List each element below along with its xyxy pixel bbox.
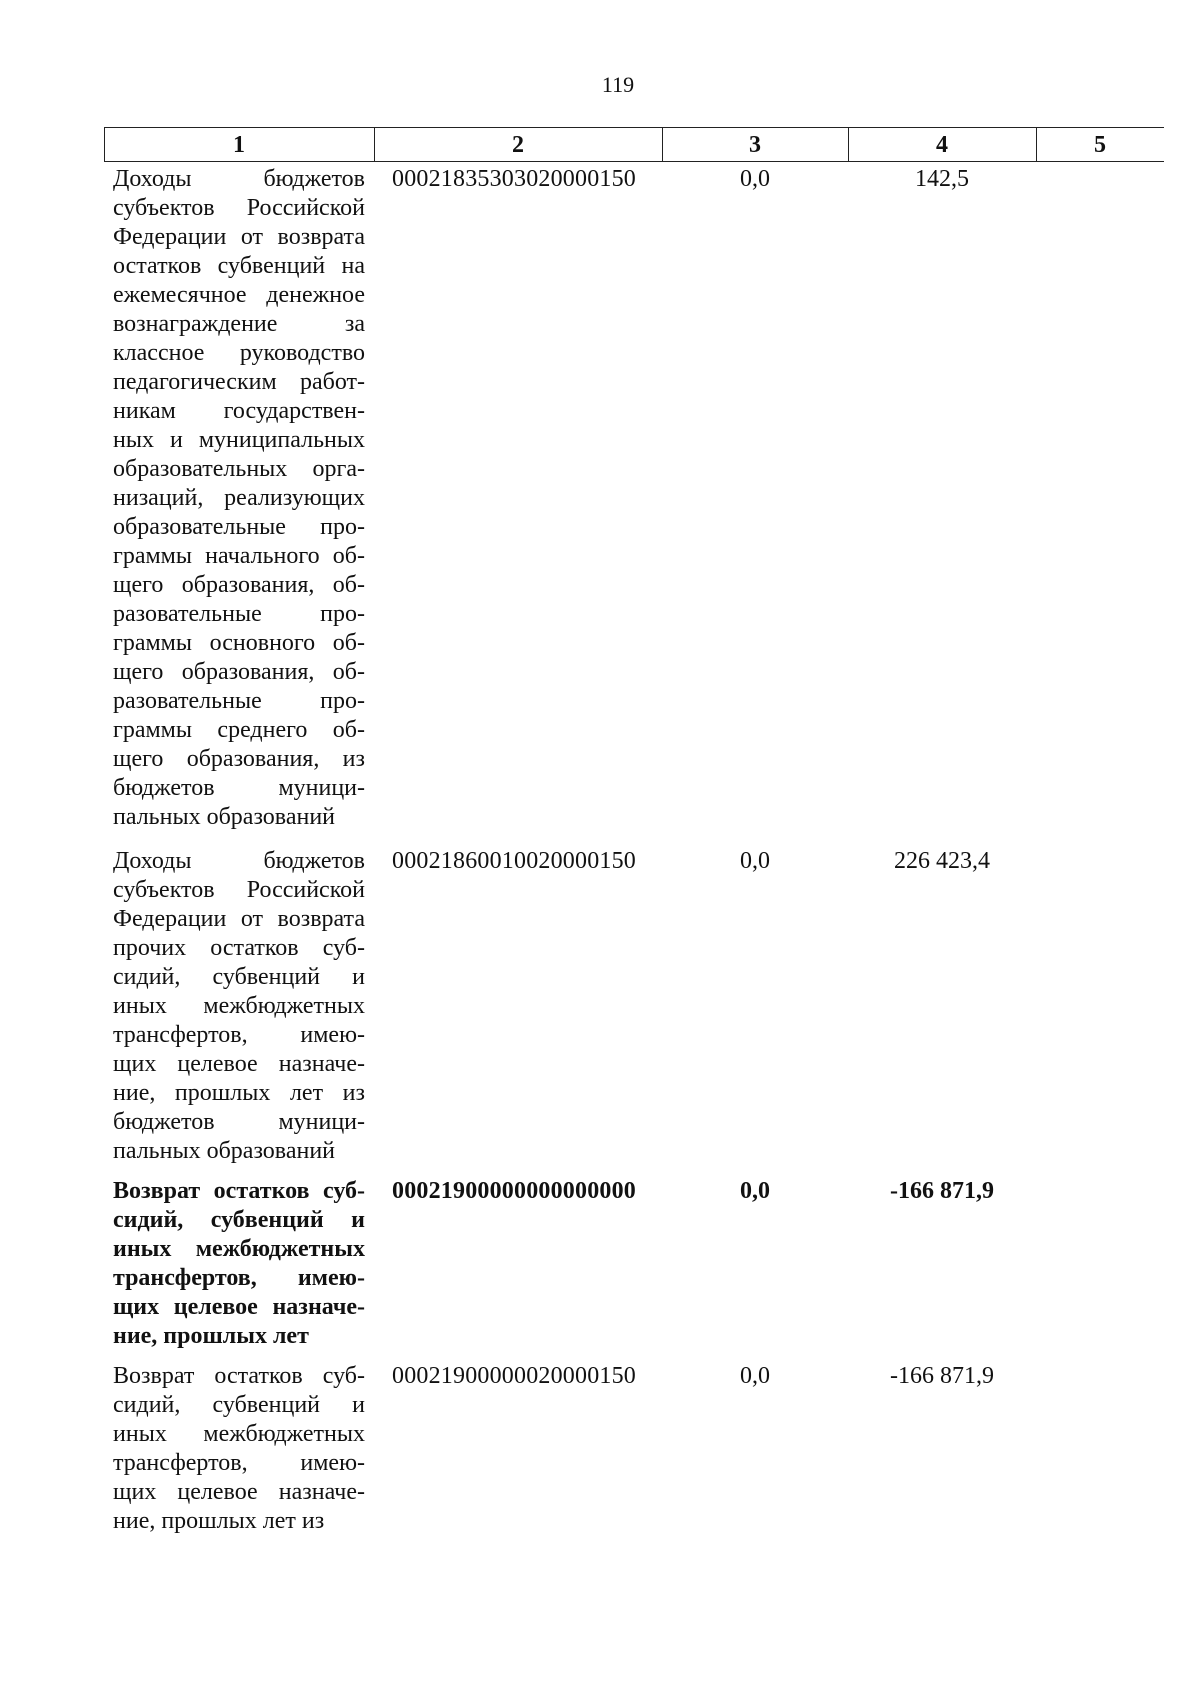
description-line: иных межбюджетных (113, 1421, 365, 1447)
description-line: бюджетов муници- (113, 1109, 365, 1135)
description-line: ние, прошлых лет из (113, 1508, 325, 1534)
description-line: щих целевое назначе- (113, 1051, 365, 1077)
description-line: ежемесячное денежное (113, 282, 365, 308)
description-line: щих целевое назначе- (113, 1294, 365, 1320)
description-line: трансфертов, имею- (113, 1022, 365, 1048)
value-column-3: 0,0 (740, 1363, 770, 1389)
budget-code: 00021860010020000150 (392, 848, 636, 874)
row-description (113, 165, 365, 832)
description-line: щего образования, об- (113, 659, 365, 685)
description-line: бюджетов муници- (113, 775, 365, 801)
description-line: граммы начального об- (113, 543, 365, 569)
description-line: низаций, реализующих (113, 485, 365, 511)
description-line: педагогическим работ- (113, 369, 365, 395)
budget-code: 00021900000000000000 (392, 1178, 636, 1204)
table-header-cell-3: 3 (749, 132, 761, 158)
description-line: субъектов Российской (113, 195, 365, 221)
value-column-4: 142,5 (915, 166, 969, 192)
description-line: Федерации от возврата (113, 906, 365, 932)
description-line: образовательные про- (113, 514, 365, 540)
table-header-cell-1: 1 (233, 132, 245, 158)
table-header-cell-2: 2 (512, 132, 524, 158)
description-line: классное руководство (113, 340, 365, 366)
description-line: остатков субвенций на (113, 253, 365, 279)
description-line: иных межбюджетных (113, 1236, 365, 1262)
description-line: вознаграждение за (113, 311, 365, 337)
description-line: Федерации от возврата (113, 224, 365, 250)
description-line: Возврат остатков суб- (113, 1363, 365, 1389)
value-column-4: -166 871,9 (890, 1363, 994, 1389)
description-line: ние, прошлых лет из (113, 1080, 365, 1106)
value-column-3: 0,0 (740, 848, 770, 874)
description-line: щего образования, об- (113, 572, 365, 598)
description-line: никам государствен- (113, 398, 365, 424)
description-line: граммы основного об- (113, 630, 365, 656)
description-line: трансфертов, имею- (113, 1450, 365, 1476)
table-header-cell-4: 4 (936, 132, 948, 158)
description-line: прочих остатков суб- (113, 935, 365, 961)
description-line: субъектов Российской (113, 877, 365, 903)
value-column-4: 226 423,4 (894, 848, 990, 874)
table-header-bottom-border (104, 161, 1164, 162)
description-line: ние, прошлых лет (113, 1323, 309, 1349)
page-number: 119 (601, 72, 635, 97)
budget-code: 00021835303020000150 (392, 166, 636, 192)
description-line: трансфертов, имею- (113, 1265, 365, 1291)
table-top-border (104, 127, 1164, 128)
description-line: образовательных орга- (113, 456, 365, 482)
description-line: ных и муниципальных (113, 427, 365, 453)
row-description (113, 1177, 365, 1351)
description-line: пальных образований (113, 804, 335, 830)
description-line: щего образования, из (113, 746, 365, 772)
description-line: иных межбюджетных (113, 993, 365, 1019)
budget-code: 00021900000020000150 (392, 1363, 636, 1389)
description-line: щих целевое назначе- (113, 1479, 365, 1505)
value-column-3: 0,0 (740, 1178, 770, 1204)
row-description (113, 847, 365, 1166)
description-line: Возврат остатков суб- (113, 1178, 365, 1204)
description-line: разовательные про- (113, 688, 365, 714)
description-line: граммы среднего об- (113, 717, 365, 743)
description-line: пальных образований (113, 1138, 335, 1164)
description-line: сидий, субвенций и (113, 964, 365, 990)
value-column-3: 0,0 (740, 166, 770, 192)
description-line: сидий, субвенций и (113, 1392, 365, 1418)
description-line: Доходы бюджетов (113, 166, 365, 192)
description-line: сидий, субвенций и (113, 1207, 365, 1233)
row-description (113, 1362, 365, 1536)
table-header-cell-5: 5 (1094, 132, 1106, 158)
description-line: Доходы бюджетов (113, 848, 365, 874)
value-column-4: -166 871,9 (890, 1178, 994, 1204)
description-line: разовательные про- (113, 601, 365, 627)
